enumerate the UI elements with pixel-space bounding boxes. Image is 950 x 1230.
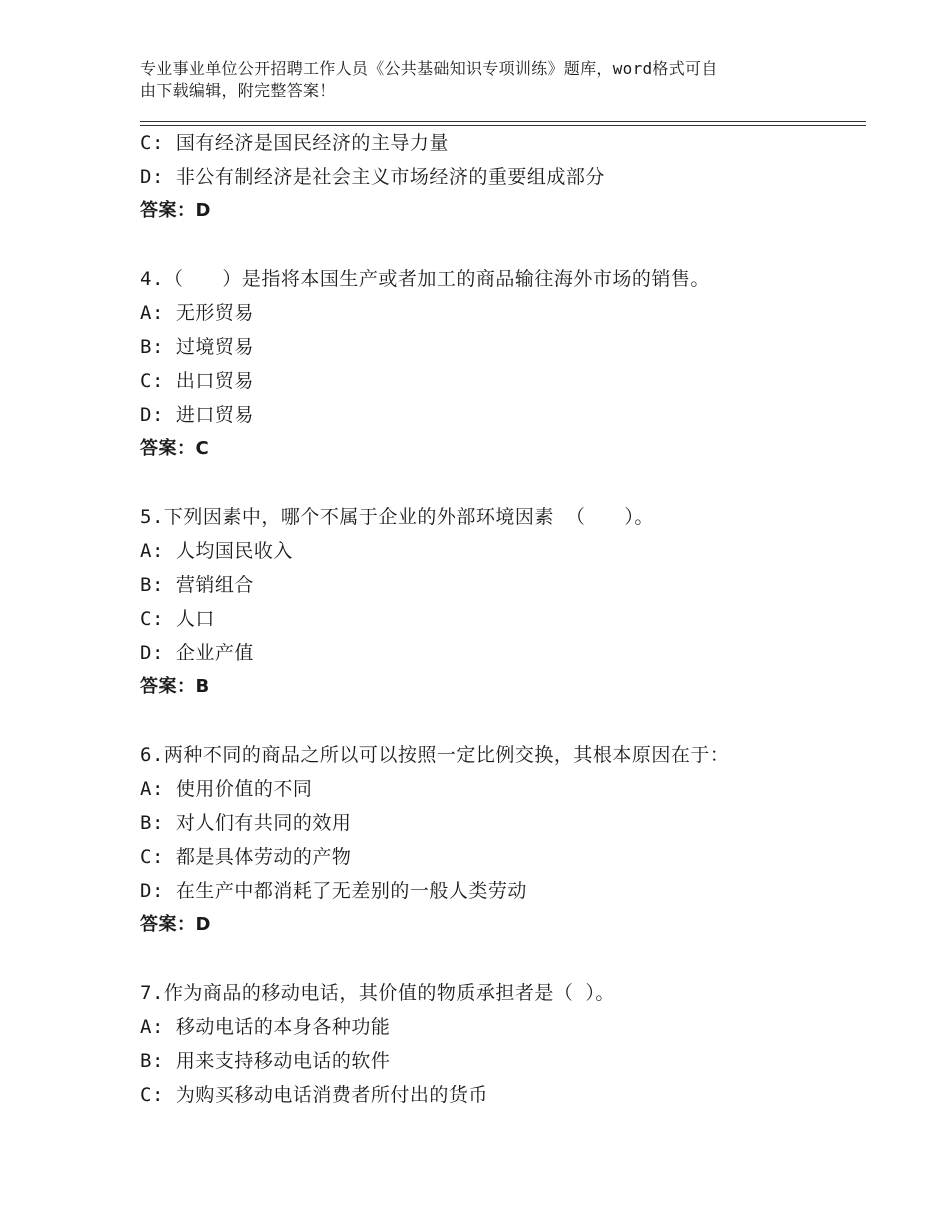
spacer: [140, 942, 860, 976]
option-c: C: 出口贸易: [140, 370, 254, 392]
option-c: C: 为购买移动电话消费者所付出的货币: [140, 1084, 488, 1106]
question-text: 6.两种不同的商品之所以可以按照一定比例交换，其根本原因在于：: [140, 744, 730, 766]
question-3-tail: [140, 126, 860, 228]
option-d: D: 非公有制经济是社会主义市场经济的重要组成部分: [140, 166, 605, 188]
header-line-1: 专业事业单位公开招聘工作人员《公共基础知识专项训练》题库，word格式可自: [140, 59, 718, 78]
option-a: A: 无形贸易: [140, 302, 254, 324]
question-text: 4.（ ）是指将本国生产或者加工的商品输往海外市场的销售。: [140, 268, 710, 290]
option-b: B: 用来支持移动电话的软件: [140, 1050, 391, 1072]
option-a: A: 人均国民收入: [140, 540, 293, 562]
option-d: D: 在生产中都消耗了无差别的一般人类劳动: [140, 880, 527, 902]
answer-label: 答案：D: [140, 914, 211, 935]
question-text: 7.作为商品的移动电话，其价值的物质承担者是（ ）。: [140, 982, 615, 1004]
option-a: A: 移动电话的本身各种功能: [140, 1016, 391, 1038]
question-5: [140, 500, 860, 704]
question-4: [140, 262, 860, 466]
answer-label: 答案：D: [140, 200, 211, 221]
header-line-2: 由下载编辑，附完整答案！: [140, 81, 336, 100]
option-b: B: 营销组合: [140, 574, 254, 596]
option-c: C: 人口: [140, 608, 215, 630]
question-6: [140, 738, 860, 942]
option-d: D: 进口贸易: [140, 404, 254, 426]
spacer: [140, 466, 860, 500]
option-d: D: 企业产值: [140, 642, 254, 664]
answer-label: 答案：C: [140, 438, 210, 459]
option-c: C: 国有经济是国民经济的主导力量: [140, 132, 449, 154]
question-7: [140, 976, 860, 1112]
header-divider-top: [140, 121, 866, 122]
spacer: [140, 228, 860, 262]
option-b: B: 对人们有共同的效用: [140, 812, 352, 834]
question-list: [140, 126, 860, 1112]
document-header: [140, 58, 820, 102]
spacer: [140, 704, 860, 738]
option-b: B: 过境贸易: [140, 336, 254, 358]
question-text: 5.下列因素中，哪个不属于企业的外部环境因素 （ ）。: [140, 506, 654, 528]
answer-label: 答案：B: [140, 676, 210, 697]
option-c: C: 都是具体劳动的产物: [140, 846, 352, 868]
option-a: A: 使用价值的不同: [140, 778, 313, 800]
